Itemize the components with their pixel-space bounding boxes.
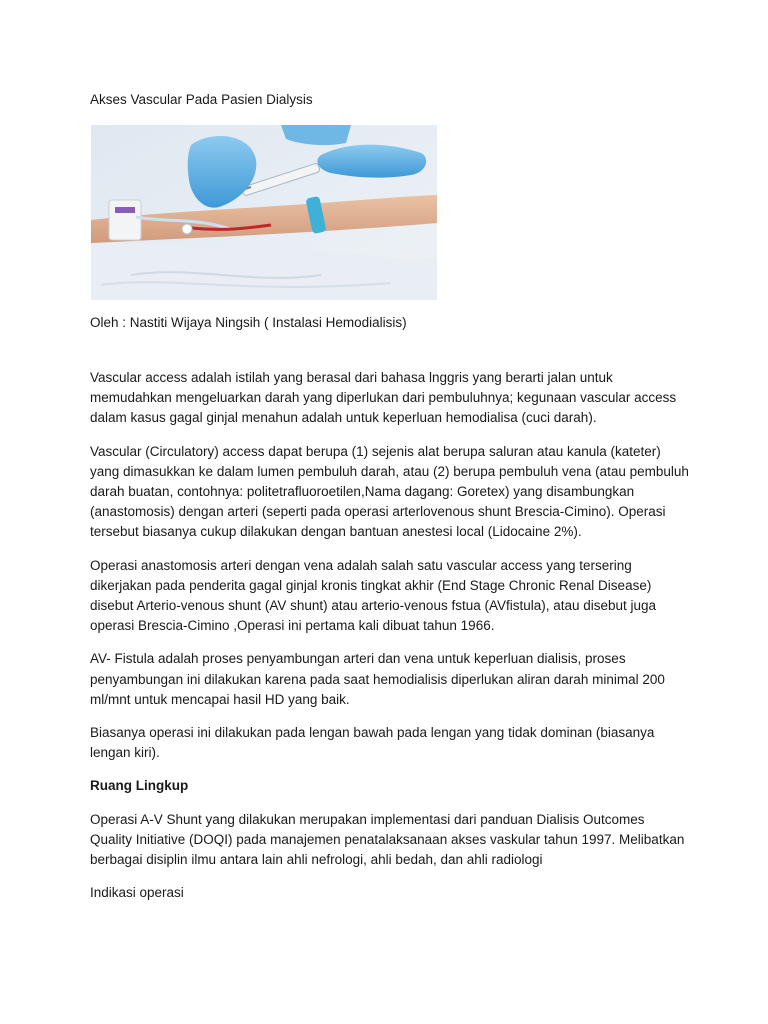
dialysis-arm-photo [91, 125, 437, 300]
section-heading: Ruang Lingkup [90, 778, 189, 794]
document-title: Akses Vascular Pada Pasien Dialysis [90, 92, 313, 107]
paragraph: Operasi A-V Shunt yang dilakukan merupakan implementasi dari panduan Dialisis Outcomes Quality Initiative (DOQI) pada manajemen penatalaksanaan akses vaskular tahun 1997. Melibatkan berbagai disiplin ilmu antara lain ahli nefrologi, ahli bedah, dan ahli radiologi [90, 811, 685, 868]
author-line: Oleh : Nastiti Wijaya Ningsih ( Instalasi Hemodialisis) [90, 315, 407, 330]
paragraph: AV- Fistula adalah proses penyambungan arteri dan vena untuk keperluan dialisis, proses penyambungan ini dilakukan karena pada saat hemodialisis diperlukan aliran darah minimal 200 ml/mnt untuk mencapai hasil HD yang baik. [90, 651, 665, 707]
paragraph: Vascular access adalah istilah yang berasal dari bahasa lnggris yang berarti jalan untuk memudahkan mengeluarkan darah yang diperlukan dari pembuluhnya; kegunaan vascular access dalam kasus gagal ginjal menahun adalah untuk keperluan hemodialisa (cuci darah). [90, 370, 677, 426]
document-body [90, 368, 690, 916]
paragraph: Vascular (Circulatory) access dapat berupa (1) sejenis alat berupa saluran atau kanula (kateter) yang dimasukkan ke dalam lumen pembuluh darah, atau (2) berupa pembuluh vena (atau pembuluh darah buatan, contohnya: politetrafluoroetilen,Nama dagang: Goretex) yang disambungkan (anastomosis) dengan arteri (seperti pada operasi arterlovenous shunt Brescia-Cimino). Operasi tersebut biasanya cukup dilakukan dengan bantuan anestesi local (Lidocaine 2%). [90, 443, 689, 540]
paragraph: Biasanya operasi ini dilakukan pada lengan bawah pada lengan yang tidak dominan (biasanya lengan kiri). [90, 725, 655, 761]
paragraph: Indikasi operasi [90, 885, 184, 901]
paragraph: Operasi anastomosis arteri dengan vena adalah salah satu vascular access yang tersering dikerjakan pada penderita gagal ginjal kronis tingkat akhir (End Stage Chronic Renal Disease) disebut Arterio-venous shunt (AV shunt) atau arterio-venous fstua (AVfistula), atau disebut juga operasi Brescia-Cimino ,Operasi ini pertama kali dibuat tahun 1966. [90, 557, 657, 634]
